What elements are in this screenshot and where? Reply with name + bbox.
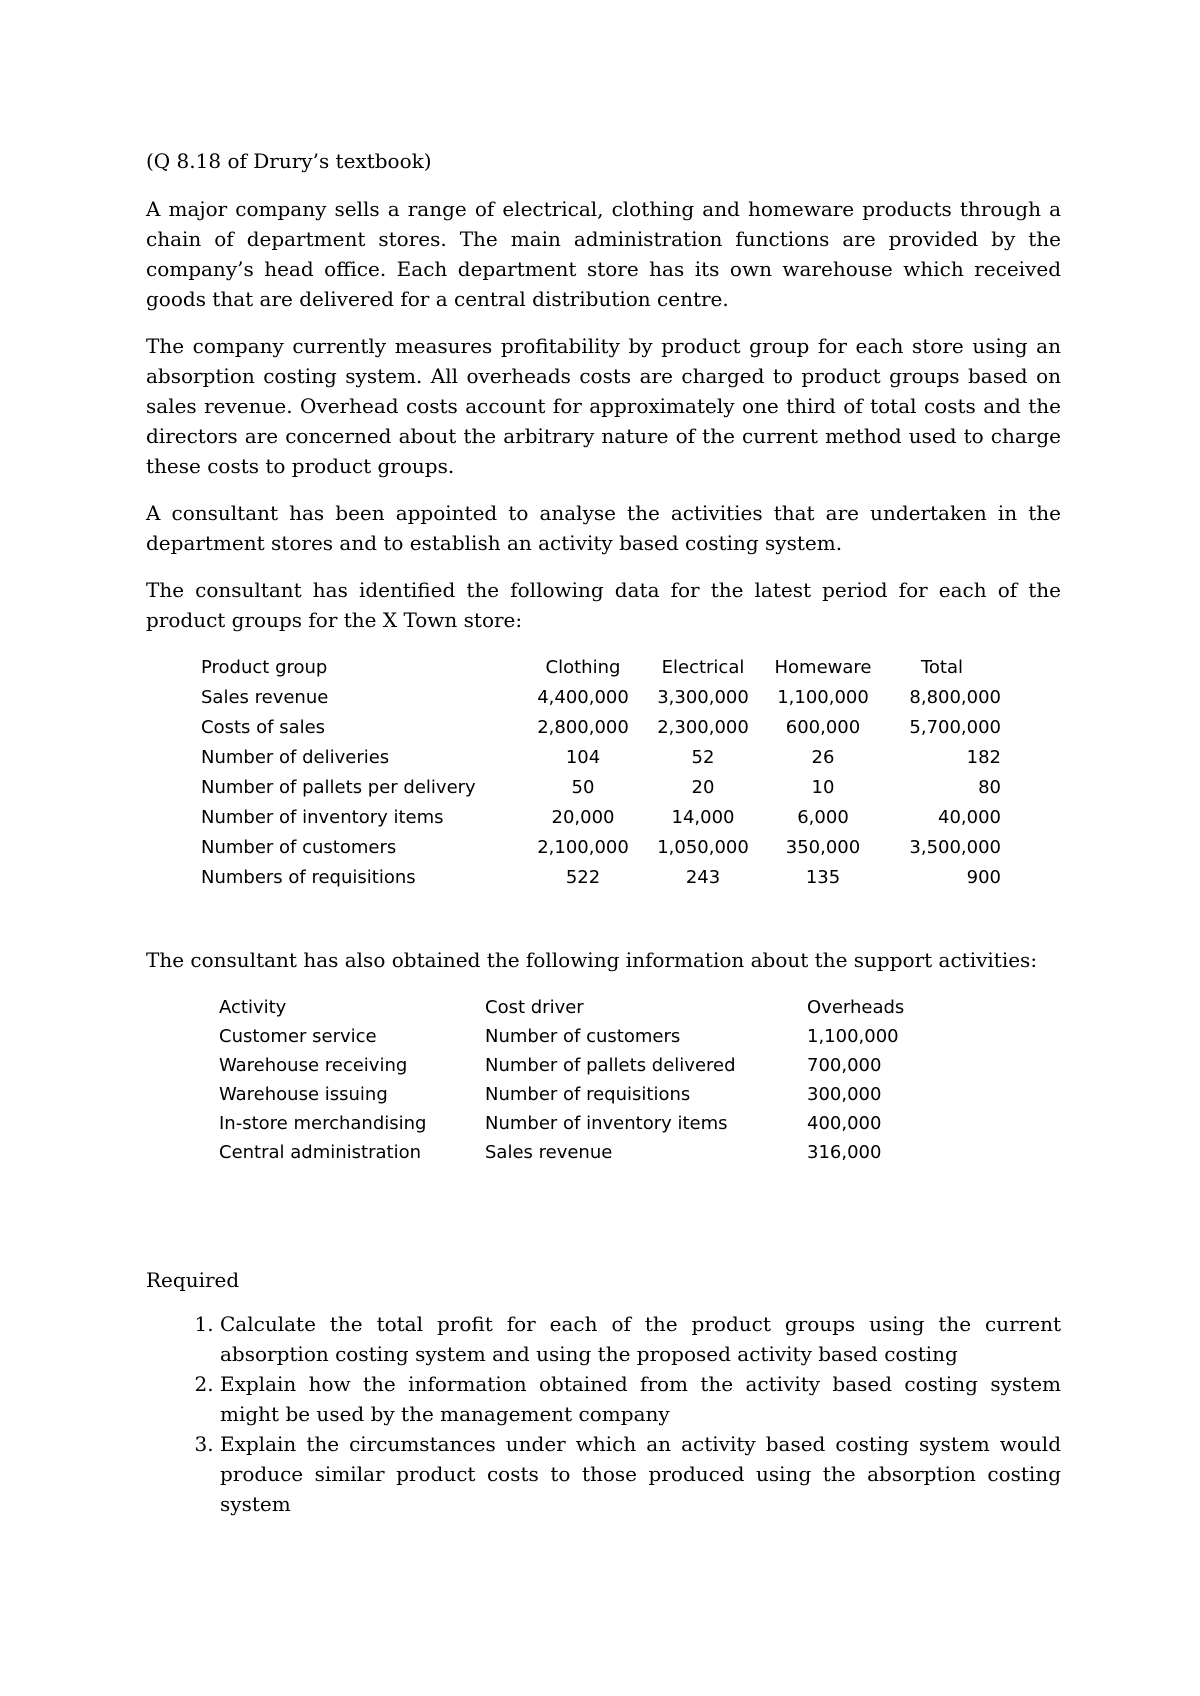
activity-table-cell: Central administration (219, 1142, 422, 1163)
activity-table-cell: 400,000 (807, 1113, 882, 1134)
intro-paragraph-1: A major company sells a range of electrical, clothing and homeware products through a chain of department stores. The main administration functions are provided by the company’s head office. Each department store has its own warehouse which received goods that are delivered for a central distribution centre. (146, 197, 1061, 311)
product-table-cell: 1,050,000 (657, 837, 749, 858)
activity-table-cell: Warehouse issuing (219, 1084, 388, 1105)
product-table-cell: Number of customers (201, 837, 397, 858)
activity-table (219, 993, 927, 1167)
activity-table-cell: Number of customers (485, 1026, 681, 1047)
activity-table-cell: 1,100,000 (807, 1026, 899, 1047)
product-table-cell: 2,100,000 (537, 837, 629, 858)
activity-table-cell: Warehouse receiving (219, 1055, 408, 1076)
activity-table-cell: Number of requisitions (485, 1084, 691, 1105)
product-table-cell: 3,300,000 (657, 687, 749, 708)
product-table-header: Electrical (661, 657, 745, 678)
product-table-cell: 350,000 (785, 837, 861, 858)
intro-paragraph-2: The company currently measures profitability by product group for each store using an absorption costing system. All overheads costs are charged to product groups based on sales revenue. Overhead costs account for approximately one third of total costs and the directors are concerned about the arbitrary nature of the current method used to charge these costs to product groups. (146, 334, 1061, 478)
product-table-cell: 10 (811, 777, 835, 798)
product-table-cell: 522 (565, 867, 601, 888)
intro-paragraph-3: A consultant has been appointed to analyse the activities that are undertaken in the department stores and to establish an activity based costing system. (146, 501, 1061, 555)
product-table-header: Product group (201, 657, 328, 678)
product-table-cell: 14,000 (671, 807, 735, 828)
product-table-cell: 243 (685, 867, 721, 888)
activity-table-header: Overheads (807, 997, 905, 1018)
product-table-cell: 2,300,000 (657, 717, 749, 738)
required-list (146, 1309, 1061, 1519)
source-note: (Q 8.18 of Drury’s textbook) (146, 149, 432, 173)
activity-table-cell: 300,000 (807, 1084, 882, 1105)
required-heading: Required (146, 1268, 240, 1292)
activity-table-wrapper (146, 993, 1061, 1167)
required-item: 2. Explain how the information obtained from the activity based costing system might be used by the management company (220, 1369, 1061, 1429)
activity-table-cell: Number of pallets delivered (485, 1055, 736, 1076)
required-item: 1. Calculate the total profit for each of the product groups using the current absorption costing system and using the proposed activity based costing (220, 1309, 1061, 1369)
product-table-cell: 2,800,000 (537, 717, 629, 738)
product-table-cell: 182 (966, 747, 1001, 768)
activity-table-cell: Sales revenue (485, 1142, 613, 1163)
activity-table-cell: 316,000 (807, 1142, 882, 1163)
required-item: 3. Explain the circumstances under which an activity based costing system would produce similar product costs to those produced using the absorption costing system (220, 1429, 1061, 1519)
product-table-cell: 135 (805, 867, 841, 888)
product-table-cell: Costs of sales (201, 717, 326, 738)
product-table-cell: Number of pallets per delivery (201, 777, 476, 798)
product-table-cell: 5,700,000 (909, 717, 1001, 738)
activity-table-cell: Number of inventory items (485, 1113, 728, 1134)
product-table-cell: 8,800,000 (909, 687, 1001, 708)
product-table-cell: 40,000 (938, 807, 1001, 828)
product-table-cell: 4,400,000 (537, 687, 629, 708)
product-table-cell: 50 (571, 777, 595, 798)
product-table-cell: Number of deliveries (201, 747, 390, 768)
intro-paragraph-4: The consultant has identified the following data for the latest period for each of the product groups for the X Town store: (146, 578, 1061, 632)
product-table-cell: 20,000 (551, 807, 615, 828)
product-table-row (201, 743, 1001, 773)
activity-table-row (219, 1109, 927, 1138)
product-table-cell: Numbers of requisitions (201, 867, 416, 888)
product-table-cell: Sales revenue (201, 687, 329, 708)
activity-table-row (219, 1051, 927, 1080)
product-table-row (201, 773, 1001, 803)
product-table-header: Homeware (774, 657, 872, 678)
product-table-header-row (201, 653, 1001, 683)
product-table-row (201, 863, 1001, 893)
product-table-header: Total (920, 657, 964, 678)
activity-table-cell: In-store merchandising (219, 1113, 427, 1134)
activity-table-header: Cost driver (485, 997, 584, 1018)
product-table-row (201, 803, 1001, 833)
activity-table-row (219, 1080, 927, 1109)
activity-table-header-row (219, 993, 927, 1022)
document-page (146, 146, 1061, 1519)
product-table-cell: 20 (691, 777, 715, 798)
activity-table-row (219, 1138, 927, 1167)
activity-table-cell: Customer service (219, 1026, 377, 1047)
activity-table-cell: 700,000 (807, 1055, 882, 1076)
product-table-cell: 52 (691, 747, 715, 768)
product-table-row (201, 683, 1001, 713)
product-table-row (201, 713, 1001, 743)
product-table-cell: 80 (978, 777, 1001, 798)
product-table-header: Clothing (545, 657, 621, 678)
product-table-row (201, 833, 1001, 863)
product-data-table-wrapper (146, 653, 1061, 893)
product-table-cell: Number of inventory items (201, 807, 444, 828)
product-table-cell: 26 (811, 747, 835, 768)
activity-table-header: Activity (219, 997, 287, 1018)
support-activities-intro: The consultant has also obtained the following information about the support activities: (146, 948, 1038, 972)
product-table-cell: 3,500,000 (909, 837, 1001, 858)
product-table-cell: 1,100,000 (777, 687, 869, 708)
activity-table-row (219, 1022, 927, 1051)
product-table-cell: 900 (966, 867, 1001, 888)
product-table-cell: 6,000 (797, 807, 849, 828)
product-table-cell: 600,000 (785, 717, 861, 738)
product-table-cell: 104 (565, 747, 601, 768)
product-data-table (201, 653, 1001, 893)
